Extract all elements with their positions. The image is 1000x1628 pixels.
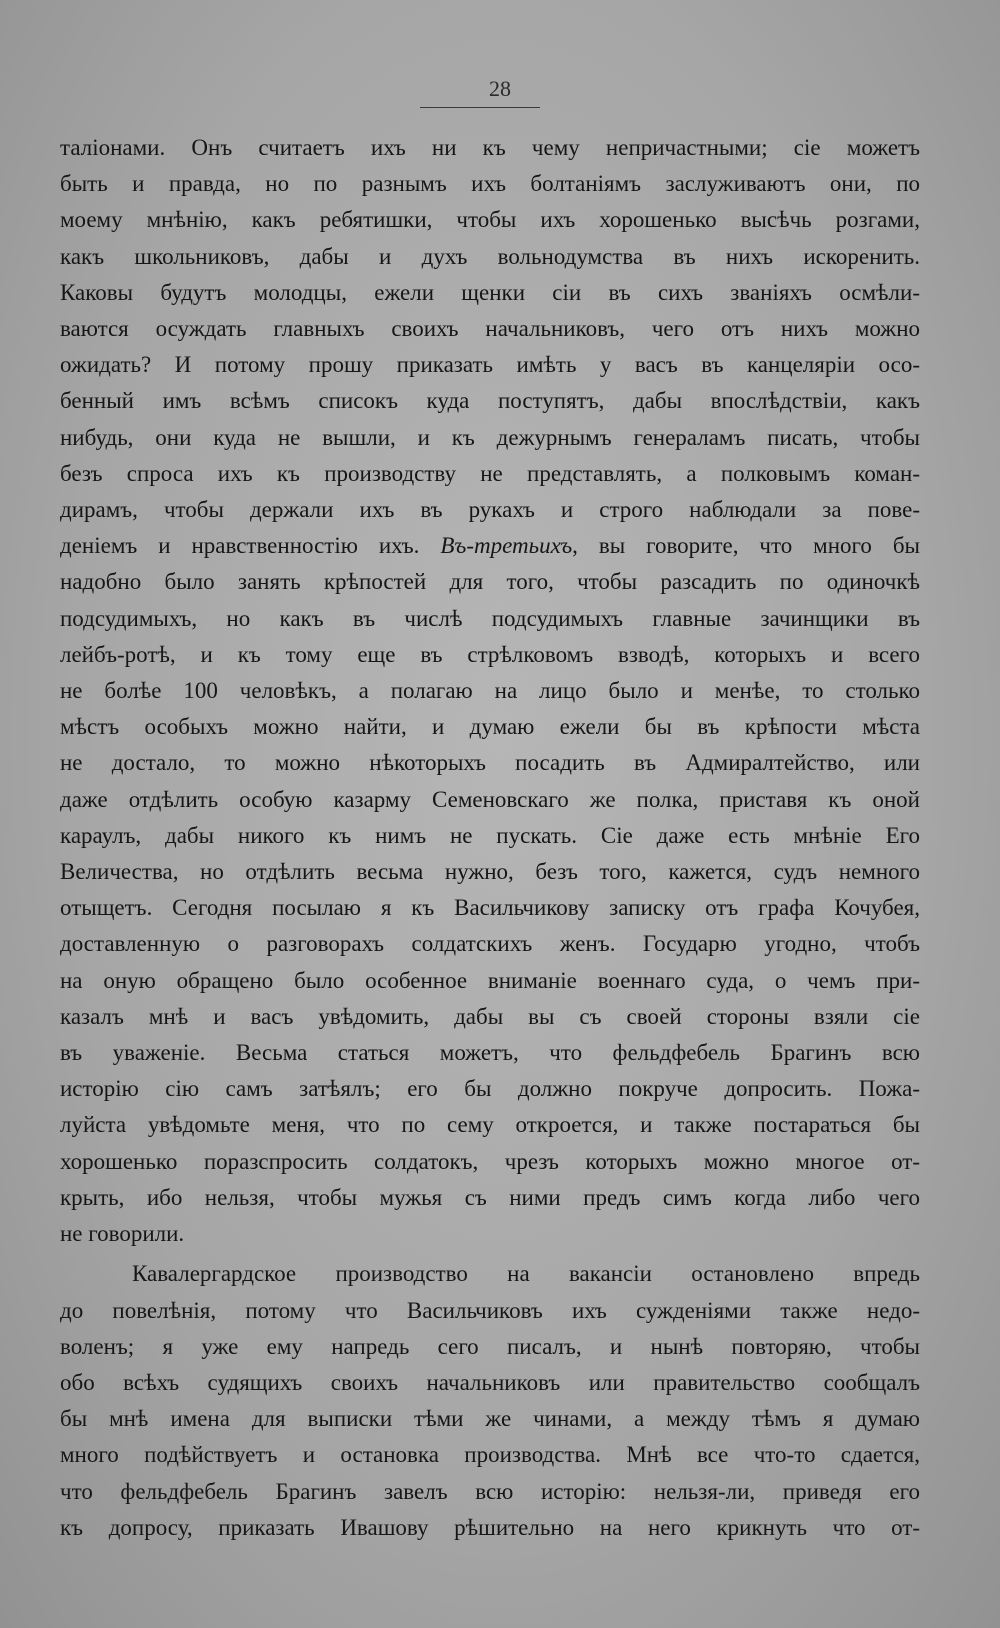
- text-line: ваются осуждать главныхъ своихъ начальниковъ, чего отъ нихъ можно: [60, 316, 920, 342]
- text-line: лейбъ-ротѣ, и къ тому еще въ стрѣлковомъ взводѣ, которыхъ и всего: [60, 641, 920, 667]
- line-end: , вы говорите, что много бы: [572, 533, 920, 559]
- text-line: дирамъ, чтобы держали ихъ въ рукахъ и строго наблюдали за пове-: [60, 497, 920, 523]
- text-line: исторію сію самъ затѣялъ; его бы должно покруче допросить. Пожа-: [60, 1076, 920, 1102]
- text-line: воленъ; я уже ему напредь сего писалъ, и нынѣ повторяю, чтобы: [60, 1333, 920, 1359]
- text-line: что фельдфебель Брагинъ завелъ всю исторію: нельзя-ли, приведя его: [60, 1478, 920, 1504]
- text-line: на оную обращено было особенное вниманіе военнаго суда, о чемъ при-: [60, 967, 920, 993]
- text-line: моему мнѣнію, какъ ребятишки, чтобы ихъ хорошенько высѣчь розгами,: [60, 207, 920, 233]
- text-line: доставленную о разговорахъ солдатскихъ женъ. Государю угодно, чтобъ: [60, 931, 920, 957]
- text-line: Величества, но отдѣлить весьма нужно, безъ того, кажется, судъ немного: [60, 859, 920, 885]
- text-line: не достало, то можно нѣкоторыхъ посадить въ Адмиралтейство, или: [60, 750, 920, 776]
- text-line: не говорили.: [60, 1221, 185, 1247]
- text-line: подсудимыхъ, но какъ въ числѣ подсудимыхъ главные зачинщики въ: [60, 605, 920, 631]
- text-line: ожидать? И потому прошу приказать имѣть у васъ въ канцеляріи осо-: [60, 352, 920, 378]
- page-number: 28: [489, 76, 511, 101]
- page-text: [60, 130, 920, 1546]
- text-line: обо всѣхъ судящихъ своихъ начальниковъ или правительство сообщалъ: [60, 1369, 920, 1395]
- text-line: мѣстъ особыхъ можно найти, и думаю ежели бы въ крѣпости мѣста: [60, 714, 920, 740]
- paragraph-2: [60, 1256, 920, 1546]
- line-start: деніемъ и нравственностію ихъ.: [60, 533, 441, 559]
- text-line: Каковы будутъ молодцы, ежели щенки сіи въ сихъ званіяхъ осмѣли-: [60, 279, 920, 305]
- text-line: даже отдѣлить особую казарму Семеновскаго же полка, приставя къ оной: [60, 786, 920, 812]
- text-line: надобно было занять крѣпостей для того, чтобы разсадить по одиночкѣ: [60, 569, 920, 595]
- text-line: таліонами. Онъ считаетъ ихъ ни къ чему непричастными; сіе можетъ: [60, 135, 920, 160]
- text-line: бы мнѣ имена для выписки тѣми же чинами, а между тѣмъ я думаю: [60, 1406, 920, 1432]
- text-line: къ допросу, приказать Ивашову рѣшительно на него крикнуть что от-: [60, 1514, 920, 1540]
- text-line: быть и правда, но по разнымъ ихъ болтаніямъ заслуживаютъ они, по: [60, 171, 920, 197]
- header-rule: [420, 107, 540, 108]
- text-line: безъ спроса ихъ къ производству не представлять, а полковымъ коман-: [60, 460, 920, 486]
- emphasis-word: Въ-третьихъ: [440, 533, 573, 559]
- text-line: до повелѣнія, потому что Васильчиковъ ихъ сужденіями также недо-: [60, 1297, 920, 1323]
- text-line: казалъ мнѣ и васъ увѣдомить, дабы вы съ своей стороны взяли сіе: [60, 1003, 920, 1029]
- text-line: отыщетъ. Сегодня посылаю я къ Васильчикову записку отъ графа Кочубея,: [60, 895, 920, 921]
- text-line: Кавалергардское производство на вакансіи остановлено впредь: [132, 1261, 920, 1287]
- paragraph-1: [60, 130, 920, 1252]
- text-line: много подѣйствуетъ и остановка производства. Мнѣ все что-то сдается,: [60, 1442, 920, 1468]
- text-line: луйста увѣдомьте меня, что по сему откроется, и также постараться бы: [60, 1112, 920, 1138]
- text-line: крыть, ибо нельзя, чтобы мужья съ ними предъ симъ когда либо чего: [60, 1184, 920, 1210]
- text-line-with-emphasis: [60, 528, 920, 564]
- text-line: какъ школьниковъ, дабы и духъ вольнодумства въ нихъ искоренить.: [60, 243, 920, 269]
- text-line: караулъ, дабы никого къ нимъ не пускать. Сіе даже есть мнѣніе Его: [60, 822, 920, 848]
- text-line: нибудь, они куда не вышли, и къ дежурнымъ генераламъ писать, чтобы: [60, 424, 920, 450]
- text-line: хорошенько поразспросить солдатокъ, чрезъ которыхъ можно многое от-: [60, 1148, 920, 1174]
- text-line: въ уваженіе. Весьма статься можетъ, что фельдфебель Брагинъ всю: [60, 1040, 920, 1066]
- text-line: не болѣе 100 человѣкъ, а полагаю на лицо было и менѣе, то столько: [60, 678, 920, 704]
- text-line: бенный имъ всѣмъ списокъ куда поступятъ, дабы впослѣдствіи, какъ: [60, 388, 920, 414]
